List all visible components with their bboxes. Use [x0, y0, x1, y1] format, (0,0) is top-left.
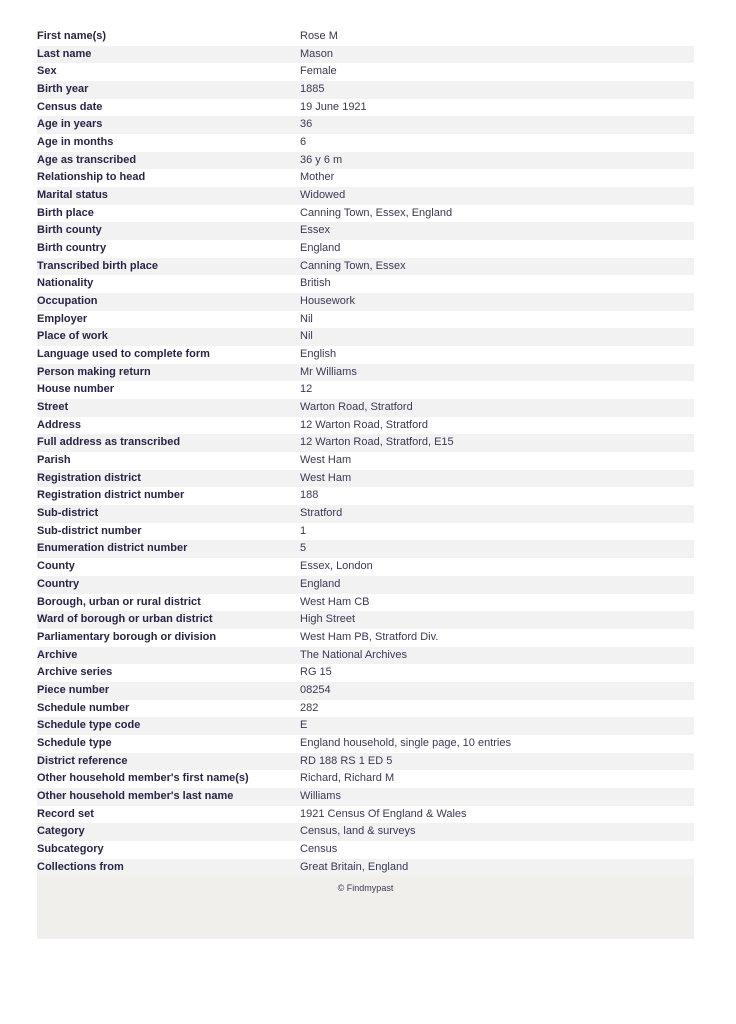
- field-label: Transcribed birth place: [37, 259, 159, 272]
- record-row: [37, 470, 694, 488]
- field-value: Canning Town, Essex: [300, 259, 406, 272]
- field-value: 1: [300, 524, 307, 537]
- field-label: Piece number: [37, 683, 110, 696]
- field-label: Collections from: [37, 860, 124, 873]
- field-label: District reference: [37, 754, 128, 767]
- field-value: England: [300, 577, 341, 590]
- field-label: Last name: [37, 47, 92, 60]
- record-row: [37, 523, 694, 541]
- field-value: Warton Road, Stratford: [300, 401, 413, 414]
- field-value: 5: [300, 542, 307, 555]
- field-value: High Street: [300, 613, 356, 626]
- footer-panel: [37, 876, 694, 939]
- record-row: [37, 258, 694, 276]
- field-label: Age in years: [37, 118, 103, 131]
- field-value: The National Archives: [300, 648, 407, 661]
- field-label: Employer: [37, 312, 88, 325]
- field-value: Canning Town, Essex, England: [300, 206, 453, 219]
- record-row: [37, 682, 694, 700]
- record-row: [37, 417, 694, 435]
- record-row: [37, 434, 694, 452]
- record-row: [37, 823, 694, 841]
- field-label: Parliamentary borough or division: [37, 630, 217, 643]
- record-rows: [37, 28, 694, 876]
- record-row: [37, 788, 694, 806]
- record-row: [37, 311, 694, 329]
- record-row: [37, 63, 694, 81]
- record-row: [37, 222, 694, 240]
- record-row: [37, 558, 694, 576]
- field-value: 12 Warton Road, Stratford, E15: [300, 436, 454, 449]
- field-value: 08254: [300, 683, 331, 696]
- field-value: 36: [300, 118, 313, 131]
- field-label: Relationship to head: [37, 171, 146, 184]
- record-details-table: [37, 28, 694, 876]
- record-row: [37, 152, 694, 170]
- field-value: RD 188 RS 1 ED 5: [300, 754, 393, 767]
- field-label: Sex: [37, 65, 57, 78]
- field-label: Borough, urban or rural district: [37, 595, 201, 608]
- field-label: Birth county: [37, 224, 102, 237]
- field-value: RG 15: [300, 666, 332, 679]
- field-value: West Ham PB, Stratford Div.: [300, 630, 439, 643]
- field-value: Rose M: [300, 30, 338, 42]
- field-label: Marital status: [37, 189, 108, 202]
- field-label: Category: [37, 825, 85, 838]
- record-row: [37, 346, 694, 364]
- field-value: 282: [300, 701, 319, 714]
- field-label: Archive series: [37, 666, 113, 679]
- record-row: [37, 399, 694, 417]
- record-row: [37, 841, 694, 859]
- field-value: Housework: [300, 295, 356, 308]
- field-value: England household, single page, 10 entries: [300, 736, 511, 749]
- field-value: Williams: [300, 789, 341, 802]
- record-row: [37, 594, 694, 612]
- record-row: [37, 134, 694, 152]
- field-label: Birth year: [37, 83, 89, 96]
- record-row: [37, 328, 694, 346]
- field-label: Address: [37, 418, 82, 431]
- field-label: Sub-district: [37, 507, 99, 520]
- field-label: Nationality: [37, 277, 94, 290]
- field-label: Registration district: [37, 471, 141, 484]
- field-value: E: [300, 719, 308, 732]
- record-row: [37, 611, 694, 629]
- field-value: 1921 Census Of England & Wales: [300, 807, 467, 820]
- record-row: [37, 735, 694, 753]
- record-row: [37, 540, 694, 558]
- field-label: Schedule type code: [37, 719, 141, 732]
- field-value: Mother: [300, 171, 335, 184]
- record-row: [37, 81, 694, 99]
- field-value: Nil: [300, 330, 313, 343]
- field-value: Census: [300, 842, 338, 855]
- record-row: [37, 275, 694, 293]
- field-label: House number: [37, 383, 115, 396]
- record-row: [37, 28, 694, 46]
- record-row: [37, 99, 694, 117]
- field-value: Stratford: [300, 507, 343, 520]
- field-value: Nil: [300, 312, 313, 325]
- field-label: Ward of borough or urban district: [37, 613, 213, 626]
- record-row: [37, 240, 694, 258]
- field-label: Census date: [37, 100, 103, 113]
- field-value: 1885: [300, 83, 325, 96]
- record-row: [37, 364, 694, 382]
- record-row: [37, 770, 694, 788]
- field-label: Age as transcribed: [37, 153, 137, 166]
- record-row: [37, 576, 694, 594]
- field-value: Widowed: [300, 189, 346, 202]
- field-label: Occupation: [37, 295, 98, 308]
- field-value: 12 Warton Road, Stratford: [300, 418, 428, 431]
- field-value: Mr Williams: [300, 365, 357, 378]
- field-value: England: [300, 242, 341, 255]
- field-label: Sub-district number: [37, 524, 142, 537]
- field-value: 188: [300, 489, 319, 502]
- record-row: [37, 806, 694, 824]
- record-row: [37, 859, 694, 877]
- record-row: [37, 381, 694, 399]
- field-label: Archive: [37, 648, 78, 661]
- field-value: 36 y 6 m: [300, 153, 343, 166]
- record-row: [37, 293, 694, 311]
- field-label: Subcategory: [37, 842, 104, 855]
- field-label: Country: [37, 577, 80, 590]
- field-value: Mason: [300, 47, 334, 60]
- record-row: [37, 505, 694, 523]
- record-row: [37, 717, 694, 735]
- field-label: Birth place: [37, 206, 94, 219]
- field-label: Birth country: [37, 242, 107, 255]
- field-label: Language used to complete form: [37, 348, 210, 361]
- field-value: Richard, Richard M: [300, 772, 395, 785]
- record-row: [37, 700, 694, 718]
- field-label: Record set: [37, 807, 94, 820]
- field-value: Female: [300, 65, 337, 78]
- record-row: [37, 487, 694, 505]
- field-value: West Ham: [300, 454, 352, 467]
- field-label: Registration district number: [37, 489, 185, 502]
- field-label: Schedule type: [37, 736, 112, 749]
- field-label: Street: [37, 401, 69, 414]
- field-value: Great Britain, England: [300, 860, 409, 873]
- field-value: Essex, London: [300, 560, 373, 573]
- record-row: [37, 169, 694, 187]
- record-row: [37, 46, 694, 64]
- field-label: Full address as transcribed: [37, 436, 181, 449]
- field-label: Schedule number: [37, 701, 130, 714]
- field-value: 19 June 1921: [300, 100, 367, 113]
- field-value: English: [300, 348, 337, 361]
- field-label: Person making return: [37, 365, 151, 378]
- field-value: 6: [300, 136, 307, 149]
- record-row: [37, 629, 694, 647]
- copyright-text: © Findmypast: [337, 883, 394, 893]
- field-value: Census, land & surveys: [300, 825, 416, 838]
- field-label: Place of work: [37, 330, 108, 343]
- field-label: First name(s): [37, 30, 107, 42]
- field-value: British: [300, 277, 331, 290]
- field-value: West Ham CB: [300, 595, 370, 608]
- field-value: West Ham: [300, 471, 352, 484]
- field-label: Other household member's last name: [37, 789, 234, 802]
- record-row: [37, 205, 694, 223]
- field-label: Other household member's first name(s): [37, 772, 249, 785]
- field-label: Parish: [37, 454, 71, 467]
- record-row: [37, 116, 694, 134]
- record-row: [37, 753, 694, 771]
- field-label: Age in months: [37, 136, 114, 149]
- record-row: [37, 647, 694, 665]
- record-row: [37, 452, 694, 470]
- field-label: County: [37, 560, 75, 573]
- record-row: [37, 187, 694, 205]
- field-label: Enumeration district number: [37, 542, 188, 555]
- record-row: [37, 664, 694, 682]
- field-value: 12: [300, 383, 313, 396]
- field-value: Essex: [300, 224, 330, 237]
